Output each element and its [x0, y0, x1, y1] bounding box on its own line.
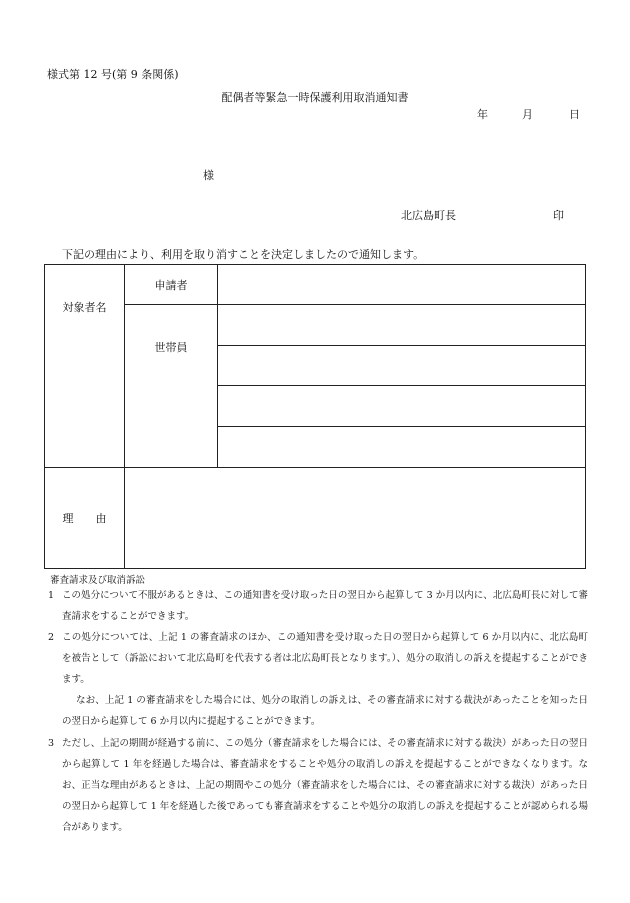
household-field-1[interactable] [218, 305, 586, 346]
appeal-note-number: 2 [48, 632, 55, 643]
seal-mark: 印 [553, 209, 564, 222]
reason-field[interactable] [125, 468, 586, 569]
appeal-note-3 [48, 733, 588, 838]
intro-text: 下記の理由により、利用を取り消すことを決定しましたので通知します。 [62, 248, 425, 261]
household-label: 世帯員 [154, 341, 188, 354]
appeal-note-text: この処分については、上記 1 の審査請求のほか、この通知書を受け取った日の翌日から起算して 6 か月以内に、北広島町を被告として（訴訟において北広島町を代表する者は北広島町長となります。）、処分の取消しの訴えを提起することができます。 [62, 632, 588, 685]
subject-name-label: 対象者名 [62, 301, 107, 314]
reason-label: 理 由 [62, 512, 107, 525]
subject-name-label-cell [45, 265, 125, 468]
date-year-label: 年 [477, 108, 488, 121]
form-number: 様式第 12 号(第 9 条関係) [47, 68, 179, 81]
appeal-note-2-supplement [62, 690, 588, 732]
household-field-3[interactable] [218, 386, 586, 427]
appeal-note-number: 3 [48, 738, 55, 749]
appeal-note-1 [48, 585, 588, 627]
appeal-note-text: ただし、上記の期間が経過する前に、この処分（審査請求をした場合には、その審査請求に対する裁決）があった日の翌日から起算して 1 年を経過した場合は、審査請求をすることや処分の取消しの訴えを提起することができなくなります。なお、正当な理由があるときは、上記の期間やこの処分（審査請求をした場合には、その審査請求に対する裁決）があった日の翌日から起算して 1 年を経過した後であっても審査請求をすることや処分の取消しの訴えを提起することが認められる場合があります。 [62, 738, 588, 833]
applicant-field[interactable] [218, 265, 586, 305]
form-table [44, 264, 586, 569]
applicant-label-cell [125, 265, 218, 305]
appeal-heading: 審査請求及び取消訴訟 [50, 575, 146, 586]
applicant-label: 申請者 [154, 278, 188, 292]
appeal-note-2 [48, 627, 588, 690]
addressee-suffix: 様 [203, 169, 214, 182]
sender-name: 北広島町長 [401, 209, 456, 222]
date-month-label: 月 [522, 108, 533, 121]
document-title: 配偶者等緊急一時保護利用取消通知書 [221, 91, 409, 104]
household-field-2[interactable] [218, 346, 586, 386]
appeal-note-text: この処分について不服があるときは、この通知書を受け取った日の翌日から起算して 3 か月以内に、北広島町長に対して審査請求をすることができます。 [62, 590, 588, 622]
household-field-4[interactable] [218, 427, 586, 468]
household-label-cell [125, 305, 218, 468]
reason-label-cell [45, 468, 125, 569]
appeal-note-text: なお、上記 1 の審査請求をした場合には、処分の取消しの訴えは、その審査請求に対する裁決があったことを知った日の翌日から起算して 6 か月以内に提起することができます。 [62, 695, 588, 727]
appeal-note-number: 1 [48, 590, 55, 601]
date-day-label: 日 [569, 108, 580, 121]
